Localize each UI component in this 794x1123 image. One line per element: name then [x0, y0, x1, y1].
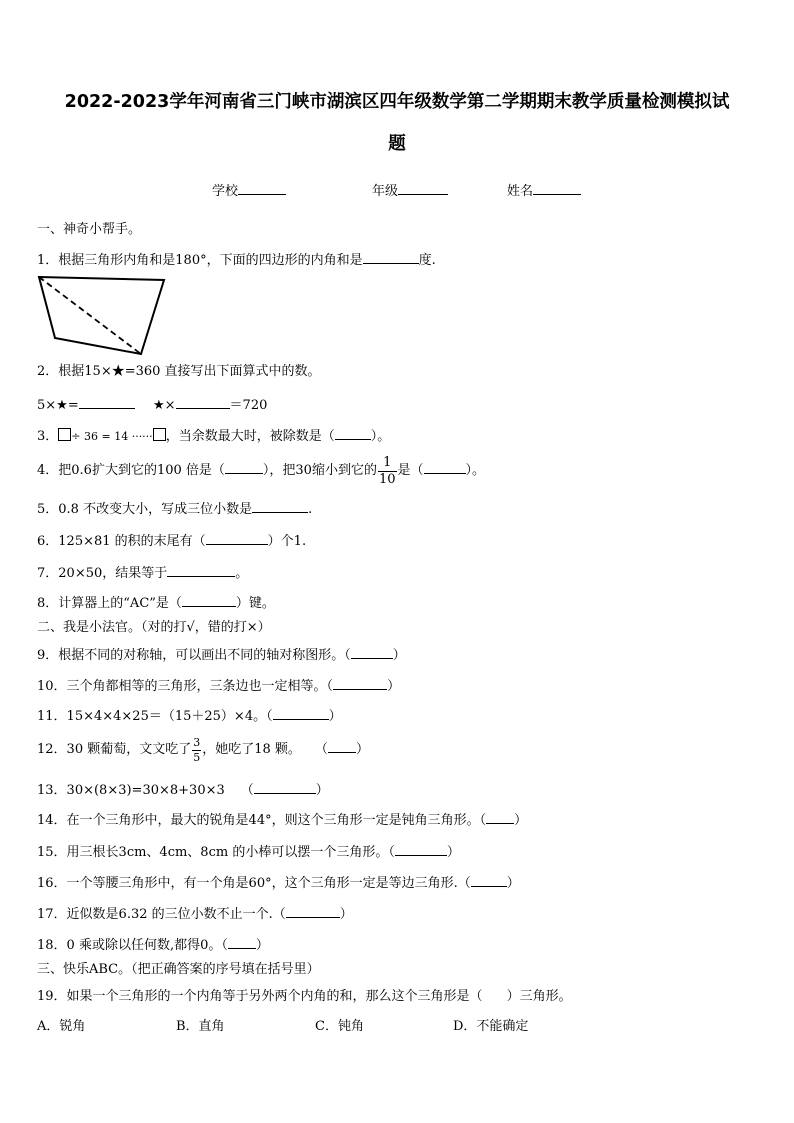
question-text: 把0.6扩大到它的100 倍是（ — [58, 463, 225, 478]
question-18 — [37, 936, 269, 954]
question-text: ，她吃了18 颗。 — [202, 742, 301, 757]
question-8 — [37, 594, 275, 612]
answer-blank[interactable] — [328, 740, 356, 753]
question-number: 14． — [37, 813, 67, 828]
name-field — [507, 182, 581, 200]
question-9 — [37, 646, 406, 664]
question-11 — [37, 707, 342, 725]
question-text-end: ）三角形。 — [506, 989, 572, 1004]
question-2-line-2 — [37, 396, 267, 414]
question-6 — [37, 532, 306, 550]
answer-blank[interactable] — [486, 811, 514, 824]
question-number: 9． — [37, 648, 59, 663]
question-number: 1． — [37, 253, 59, 268]
grade-field — [372, 182, 448, 200]
expression-2: ★× — [153, 398, 176, 413]
question-text: 0.8 不改变大小，写成三位小数是 — [58, 502, 253, 517]
section-heading-3: 三、快乐ABC。（把正确答案的序号填在括号里） — [37, 962, 320, 977]
question-text-end: ） — [355, 742, 369, 757]
question-number: 4． — [37, 463, 59, 478]
question-number: 3． — [37, 429, 59, 444]
question-text: 125×81 的积的末尾有（ — [58, 534, 206, 549]
question-number: 6． — [37, 534, 59, 549]
question-text-end: . — [308, 502, 313, 517]
answer-blank[interactable] — [182, 594, 236, 607]
page-title: 2022-2023学年河南省三门峡市湖滨区四年级数学第二学期期末教学质量检测模拟试 — [64, 92, 730, 112]
question-text: 近似数是6.32 的三位小数不止一个.（ — [66, 907, 286, 922]
question-text: ），把30缩小到它的 — [262, 463, 377, 478]
fraction-numerator: 1 — [383, 454, 392, 470]
question-text: 用三根长3cm、4cm、8cm 的小棒可以摆一个三角形。（ — [66, 845, 395, 860]
answer-blank[interactable] — [471, 874, 507, 887]
question-text-end: 。 — [235, 566, 249, 581]
question-15 — [37, 843, 460, 861]
question-number: 12． — [37, 742, 67, 757]
question-text: 在一个三角形中，最大的锐角是44°，则这个三角形一定是钝角三角形。（ — [66, 813, 487, 828]
question-1 — [37, 251, 436, 269]
question-text: 根据三角形内角和是180°，下面的四边形的内角和是 — [58, 253, 363, 268]
question-text: 如果一个三角形的一个内角等于另外两个内角的和，那么这个三角形是（ — [66, 989, 483, 1004]
answer-blank[interactable] — [176, 396, 230, 409]
answer-blank[interactable] — [273, 707, 329, 720]
school-field — [212, 182, 286, 200]
answer-blank[interactable] — [351, 646, 393, 659]
quadrilateral-figure — [36, 274, 168, 358]
question-14 — [37, 811, 527, 829]
question-5 — [37, 500, 312, 518]
option-a[interactable]: A．锐角 — [37, 1019, 86, 1034]
question-text-end: ）。 — [370, 429, 391, 444]
fraction-one-tenth — [378, 456, 397, 486]
question-number: 17． — [37, 907, 67, 922]
question-number: 2． — [37, 364, 59, 379]
question-text-end: ） — [506, 876, 520, 891]
question-text: 20×50，结果等于 — [58, 566, 168, 581]
question-text-end: ） — [387, 679, 401, 694]
fraction-numerator: 3 — [193, 735, 201, 749]
question-10 — [37, 677, 400, 695]
answer-blank[interactable] — [167, 564, 235, 577]
question-12 — [37, 733, 369, 767]
question-number: 15． — [37, 845, 67, 860]
answer-blank[interactable] — [254, 781, 316, 794]
question-13 — [37, 781, 329, 799]
answer-blank[interactable] — [79, 396, 135, 409]
question-text-end: ） — [392, 648, 406, 663]
answer-blank[interactable] — [424, 461, 466, 474]
question-text: 是（ — [397, 463, 424, 478]
question-number: 7． — [37, 566, 59, 581]
question-text: 15×4×4×25＝（15＋25）×4。（ — [66, 709, 273, 724]
question-number: 18． — [37, 938, 67, 953]
blank-box-icon[interactable] — [58, 428, 71, 441]
answer-blank[interactable] — [225, 461, 263, 474]
answer-blank[interactable] — [395, 843, 447, 856]
answer-blank[interactable] — [333, 677, 387, 690]
answer-blank[interactable] — [335, 427, 371, 440]
bracket-open: （ — [314, 742, 328, 757]
answer-blank[interactable] — [363, 251, 419, 264]
answer-blank[interactable] — [286, 905, 340, 918]
question-number: 16． — [37, 876, 67, 891]
name-blank[interactable] — [533, 182, 581, 195]
question-number: 10． — [37, 679, 67, 694]
question-text-end: ） — [514, 813, 528, 828]
page-title-continued: 题 — [388, 134, 406, 154]
question-text: 根据不同的对称轴，可以画出不同的轴对称图形。（ — [58, 648, 351, 663]
dashed-diagonal — [39, 277, 141, 354]
school-blank[interactable] — [238, 182, 286, 195]
question-text: 一个等腰三角形中，有一个角是60°，这个三角形一定是等边三角形.（ — [66, 876, 471, 891]
fraction-denominator: 5 — [193, 750, 201, 764]
expression-1: 5×★= — [37, 398, 79, 413]
question-7 — [37, 564, 248, 582]
question-text: 0 乘或除以任何数,都得0。（ — [66, 938, 228, 953]
question-number: 19． — [37, 989, 67, 1004]
question-16 — [37, 874, 520, 892]
question-text-end: ） — [446, 845, 460, 860]
question-text-end: ） — [255, 938, 269, 953]
question-4 — [37, 453, 485, 489]
school-label: 学校 — [212, 184, 239, 199]
question-19 — [37, 989, 572, 1005]
option-b[interactable]: B．直角 — [176, 1019, 225, 1034]
question-text-end: ）个1. — [267, 534, 307, 549]
answer-blank[interactable] — [228, 936, 256, 949]
grade-label: 年级 — [372, 184, 399, 199]
question-3 — [37, 427, 390, 445]
question-text: 计算器上的“AC”是（ — [58, 596, 182, 611]
question-number: 5． — [37, 502, 59, 517]
question-text: 根据15×★=360 直接写出下面算式中的数。 — [58, 364, 321, 379]
blank-box-icon[interactable] — [153, 428, 166, 441]
option-c[interactable]: C．钝角 — [315, 1019, 364, 1034]
question-text: 30×(8×3)=30×8+30×3 — [66, 783, 225, 798]
question-text: 三个角都相等的三角形，三条边也一定相等。（ — [66, 679, 334, 694]
name-label: 姓名 — [507, 184, 534, 199]
question-text-end: ）键。 — [235, 596, 275, 611]
question-text-end: 度. — [418, 253, 436, 268]
option-d[interactable]: D．不能确定 — [453, 1019, 529, 1034]
fraction-three-fifths — [192, 737, 201, 763]
question-17 — [37, 905, 353, 923]
grade-blank[interactable] — [398, 182, 448, 195]
answer-blank[interactable] — [206, 532, 268, 545]
division-expression: ÷ 36 = 14 ······ — [71, 430, 153, 443]
quadrilateral-outline — [39, 277, 164, 354]
question-text: ，当余数最大时，被除数是（ — [165, 429, 335, 444]
section-heading-2: 二、我是小法官。（对的打√，错的打×） — [37, 620, 271, 635]
section-heading-1: 一、神奇小帮手。 — [37, 222, 142, 237]
expression-2-result: ＝720 — [229, 398, 268, 413]
bracket-open: （ — [240, 783, 254, 798]
answer-blank[interactable] — [252, 500, 308, 513]
question-text-end: ） — [328, 709, 342, 724]
question-number: 8． — [37, 596, 59, 611]
question-number: 11． — [37, 709, 67, 724]
question-text-end: ） — [339, 907, 353, 922]
question-text: 30 颗葡萄，文文吃了 — [66, 742, 192, 757]
question-text-end: ） — [315, 783, 329, 798]
question-number: 13． — [37, 783, 67, 798]
question-2 — [37, 364, 321, 380]
question-text-end: ）。 — [465, 463, 486, 478]
fraction-denominator: 10 — [378, 471, 396, 487]
